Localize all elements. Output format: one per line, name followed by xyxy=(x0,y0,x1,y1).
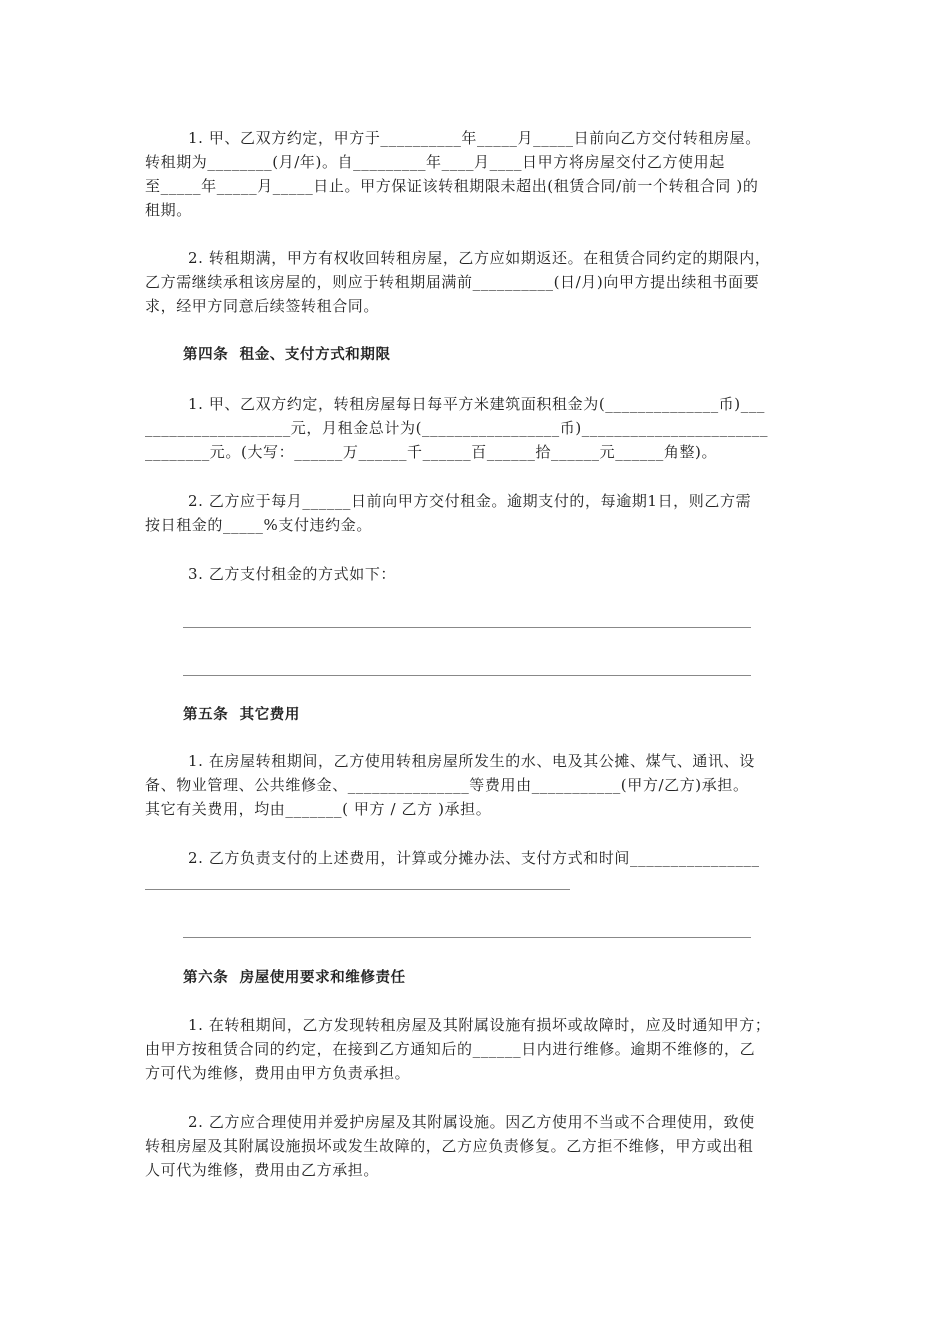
text-line: 其它有关费用，均由_______( 甲方 / 乙方 )承担。 xyxy=(145,800,492,818)
blank-fill-line xyxy=(145,889,570,890)
section-heading: 第五条 其它费用 xyxy=(183,707,300,723)
text-line: 1. 在房屋转租期间，乙方使用转租房屋所发生的水、电及其公摊、煤气、通讯、设 xyxy=(145,752,755,770)
text-line: 2. 乙方负责支付的上述费用，计算或分摊办法、支付方式和时间________________ xyxy=(145,849,760,867)
section-heading: 第六条 房屋使用要求和维修责任 xyxy=(183,970,406,986)
text-line: 方可代为维修，费用由甲方负责承担。 xyxy=(145,1064,411,1082)
text-line: 备、物业管理、公共维修金、_______________等费用由___________(甲方/乙方)承担。 xyxy=(145,776,749,794)
text-line: 转租期为________(月/年)。自_________年____月____日甲方将房屋交付乙方使用起 xyxy=(145,153,725,171)
text-line: 1. 在转租期间，乙方发现转租房屋及其附属设施有损坏或故障时，应及时通知甲方； xyxy=(145,1016,771,1034)
text-line: __________________元，月租金总计为(_________________币)_______________________ xyxy=(145,419,769,437)
text-line: 2. 转租期满，甲方有权收回转租房屋，乙方应如期返还。在租赁合同约定的期限内， xyxy=(145,249,771,267)
text-line: 按日租金的_____%支付违约金。 xyxy=(145,516,372,534)
text-line: 至_____年_____月_____日止。甲方保证该转租期限未超出(租赁合同/前一个转租合同 )的 xyxy=(145,177,759,195)
blank-fill-line xyxy=(183,627,751,628)
text-line: 1. 甲、乙双方约定，甲方于__________年_____月_____日前向乙方交付转租房屋。 xyxy=(145,129,761,147)
text-line: ________元。(大写：______万______千______百______拾______元______角整)。 xyxy=(145,443,718,461)
blank-fill-line xyxy=(183,937,751,938)
text-line: 租期。 xyxy=(145,201,192,219)
text-line: 2. 乙方应合理使用并爱护房屋及其附属设施。因乙方使用不当或不合理使用，致使 xyxy=(145,1113,755,1131)
text-line: 乙方需继续承租该房屋的，则应于转租期届满前__________(日/月)向甲方提出续租书面要 xyxy=(145,273,760,291)
section-heading: 第四条 租金、支付方式和期限 xyxy=(183,347,391,363)
blank-fill-line xyxy=(183,675,751,676)
text-line: 1. 甲、乙双方约定，转租房屋每日每平方米建筑面积租金为(______________币)___ xyxy=(145,395,766,413)
text-line: 转租房屋及其附属设施损坏或发生故障的，乙方应负责修复。乙方拒不维修，甲方或出租 xyxy=(145,1137,754,1155)
text-line: 3. 乙方支付租金的方式如下： xyxy=(145,565,397,583)
text-line: 人可代为维修，费用由乙方承担。 xyxy=(145,1161,380,1179)
text-line: 2. 乙方应于每月______日前向甲方交付租金。逾期支付的，每逾期1日，则乙方需 xyxy=(145,492,752,510)
text-line: 求，经甲方同意后续签转租合同。 xyxy=(145,297,380,315)
text-line: 由甲方按租赁合同的约定，在接到乙方通知后的______日内进行维修。逾期不维修的，乙 xyxy=(145,1040,756,1058)
